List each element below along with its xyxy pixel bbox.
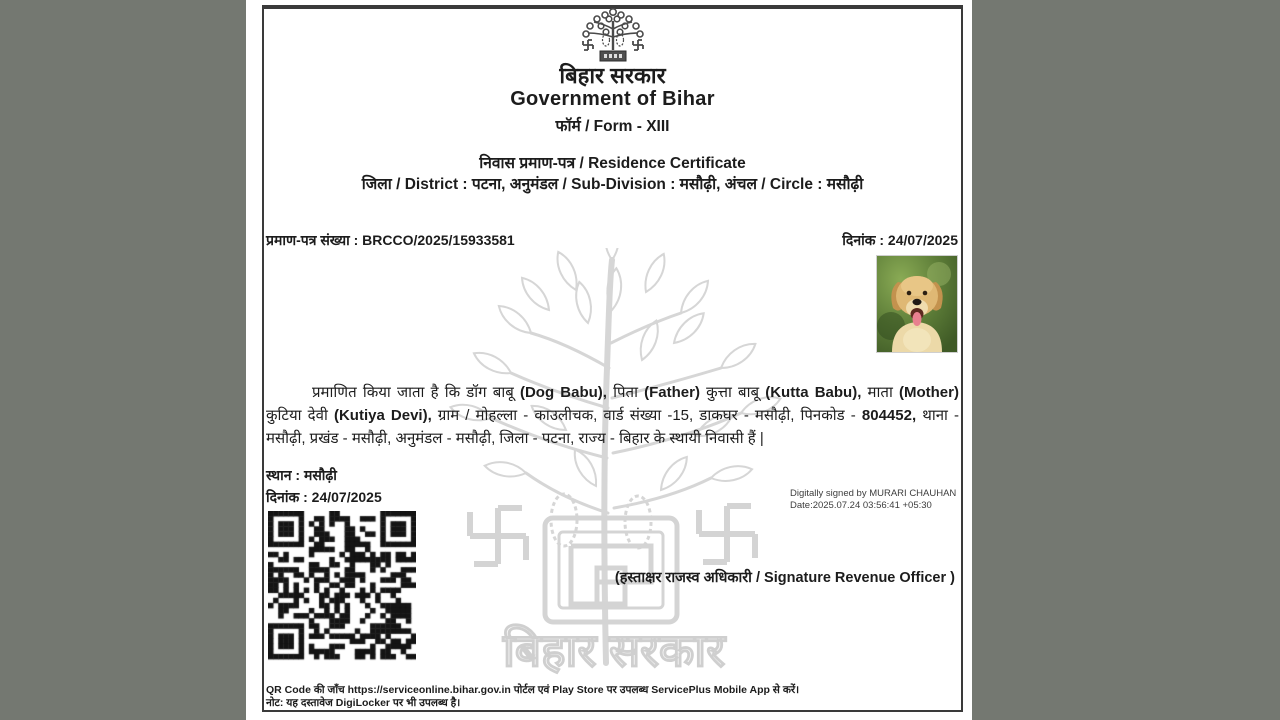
meta-row	[266, 231, 958, 250]
issue-date-bottom	[266, 488, 382, 507]
org-name-hindi: बिहार सरकार	[559, 63, 666, 88]
signature-officer-line: (हस्ताक्षर राजस्व अधिकारी / Signature Revenue Officer )	[614, 570, 955, 586]
body-paragraph: प्रमाणित किया जाता है कि डॉग बाबू (Dog Babu), पिता (Father) कुत्ता बाबू (Kutta Babu), माता (Mother) कुटिया देवी (Kutiya Devi), ग्राम / मोहल्ला - काउलीचक, वार्ड संख्या -15, डाकघर - मसौढ़ी, पिनकोड - 804452, थाना - मसौढ़ी, प्रखंड - मसौढ़ी, अनुमंडल - मसौढ़ी, जिला - पटना, राज्य - बिहार के स्थायी निवासी हैं |	[266, 384, 960, 447]
form-number-line: फॉर्म / Form - XIII	[555, 118, 670, 135]
digital-signature-block	[790, 488, 956, 512]
district-line: जिला / District : पटना, अनुमंडल / Sub-Division : मसौढ़ी, अंचल / Circle : मसौढ़ी	[361, 176, 864, 193]
bihar-government-emblem-icon	[576, 7, 650, 63]
issue-place-value: मसौढ़ी	[303, 467, 337, 483]
digital-signature-line2: Date:2025.07.24 03:56:41 +05:30	[790, 500, 932, 511]
issue-date-bottom-value: 24/07/2025	[311, 489, 382, 505]
digital-signature-line1: Digitally signed by MURARI CHAUHAN	[790, 488, 957, 499]
footer-note-digilocker: नोट: यह दस्तावेज DigiLocker पर भी उपलब्ध है।	[266, 697, 461, 709]
footer-note-qr: QR Code की जाँच https://serviceonline.bihar.gov.in पोर्टल एवं Play Store पर उपलब्ध ServicePlus Mobile App से करें।	[266, 684, 800, 696]
certificate-number-value: BRCCO/2025/15933581	[362, 232, 515, 248]
certificate-page	[246, 0, 972, 720]
certificate-title: निवास प्रमाण-पत्र / Residence Certificate	[479, 155, 746, 172]
dog-photo-illustration	[877, 256, 957, 352]
issue-place-label: स्थान :	[266, 467, 301, 483]
watermark-text: बिहार सरकार	[502, 624, 726, 676]
issue-place	[266, 466, 337, 485]
issue-date-top	[842, 231, 958, 250]
certificate-number	[266, 231, 515, 250]
issue-date-top-label: दिनांक :	[842, 232, 885, 248]
certificate-number-label: प्रमाण-पत्र संख्या :	[266, 232, 359, 248]
applicant-photo	[876, 255, 958, 353]
issue-date-top-value: 24/07/2025	[887, 232, 958, 248]
org-name-english: Government of Bihar	[510, 88, 715, 110]
issue-date-bottom-label: दिनांक :	[266, 489, 308, 505]
